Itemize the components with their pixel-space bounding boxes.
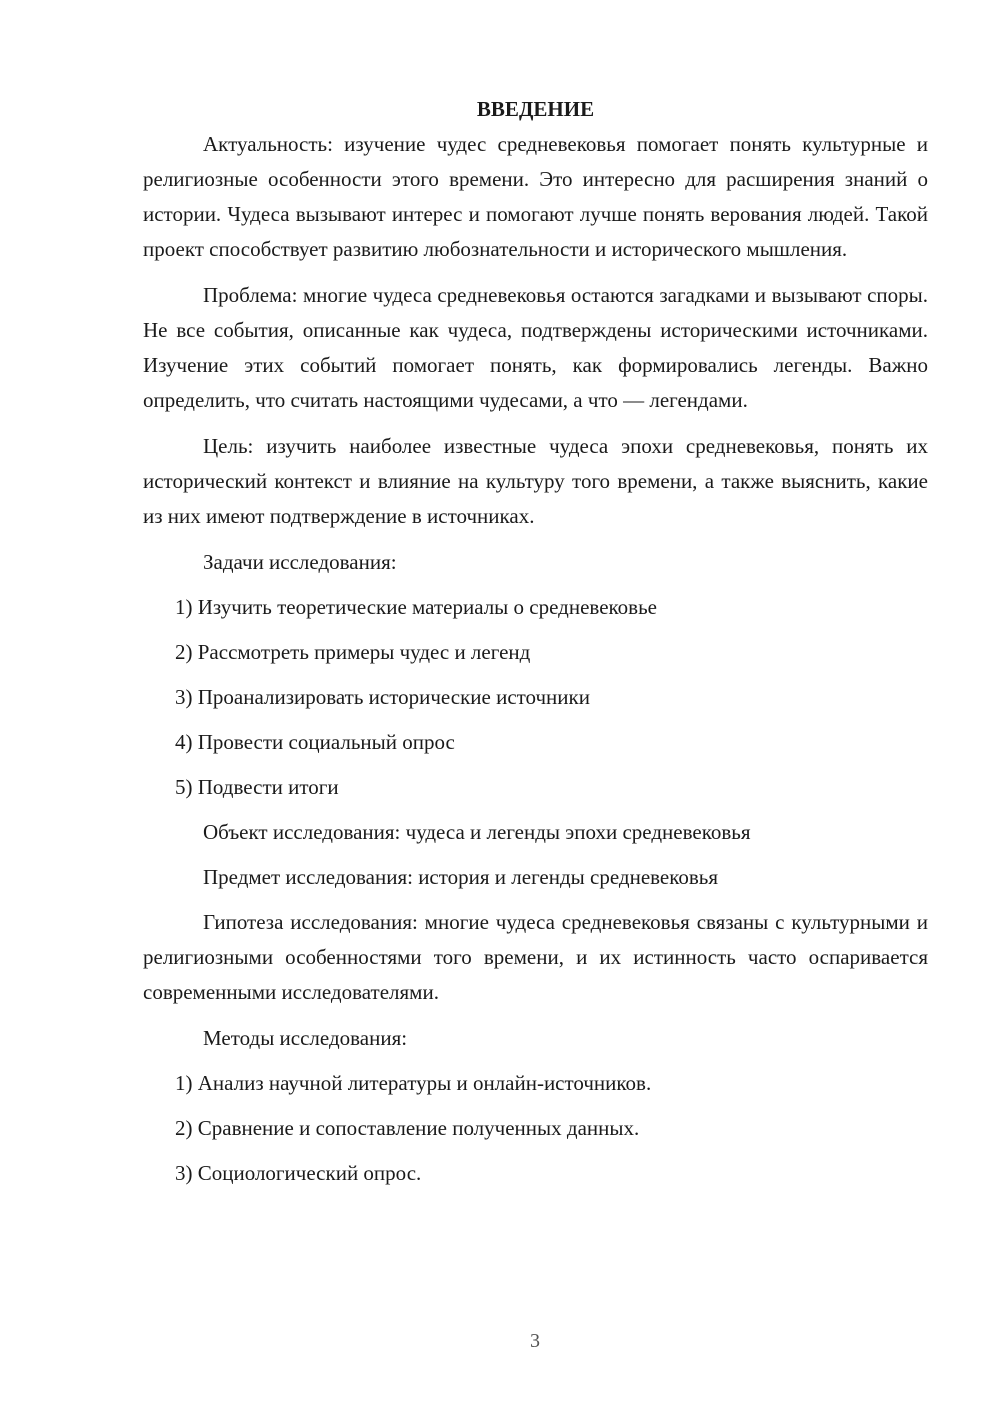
problem-paragraph: Проблема: многие чудеса средневековья остаются загадками и вызывают споры. Не все события, описанные как чудеса, подтверждены историческими источниками. Изучение этих событий помогает понять, как формировались легенды. Важно определить, что считать настоящими чудесами, а что — легендами. <box>143 283 928 412</box>
list-item: 3) Социологический опрос. <box>175 1161 422 1185</box>
page-number: 3 <box>530 1330 540 1352</box>
hypothesis-paragraph: Гипотеза исследования: многие чудеса средневековья связаны с культурными и религиозными особенностями того времени, и их истинность часто оспаривается современными исследователями. <box>143 910 928 1004</box>
list-item: 1) Изучить теоретические материалы о средневековье <box>175 595 657 619</box>
list-item: 4) Провести социальный опрос <box>175 730 455 754</box>
list-item: 1) Анализ научной литературы и онлайн-источников. <box>175 1071 652 1095</box>
page-title: ВВЕДЕНИЕ <box>476 97 595 121</box>
list-item: 5) Подвести итоги <box>175 775 339 799</box>
list-item: 2) Сравнение и сопоставление полученных данных. <box>175 1116 640 1140</box>
list-item: 3) Проанализировать исторические источники <box>175 685 590 709</box>
methods-label: Методы исследования: <box>203 1026 408 1050</box>
tasks-label: Задачи исследования: <box>203 550 397 574</box>
object-line: Объект исследования: чудеса и легенды эпохи средневековья <box>203 820 751 844</box>
goal-paragraph: Цель: изучить наиболее известные чудеса эпохи средневековья, понять их исторический контекст и влияние на культуру того времени, а также выяснить, какие из них имеют подтверждение в источниках. <box>143 434 928 528</box>
list-item: 2) Рассмотреть примеры чудес и легенд <box>175 640 531 664</box>
document-page <box>143 92 928 1201</box>
subject-line: Предмет исследования: история и легенды средневековья <box>203 865 719 889</box>
relevance-paragraph: Актуальность: изучение чудес средневековья помогает понять культурные и религиозные особенности этого времени. Это интересно для расширения знаний о истории. Чудеса вызывают интерес и помогают лучше понять верования людей. Такой проект способствует развитию любознательности и исторического мышления. <box>143 132 928 261</box>
